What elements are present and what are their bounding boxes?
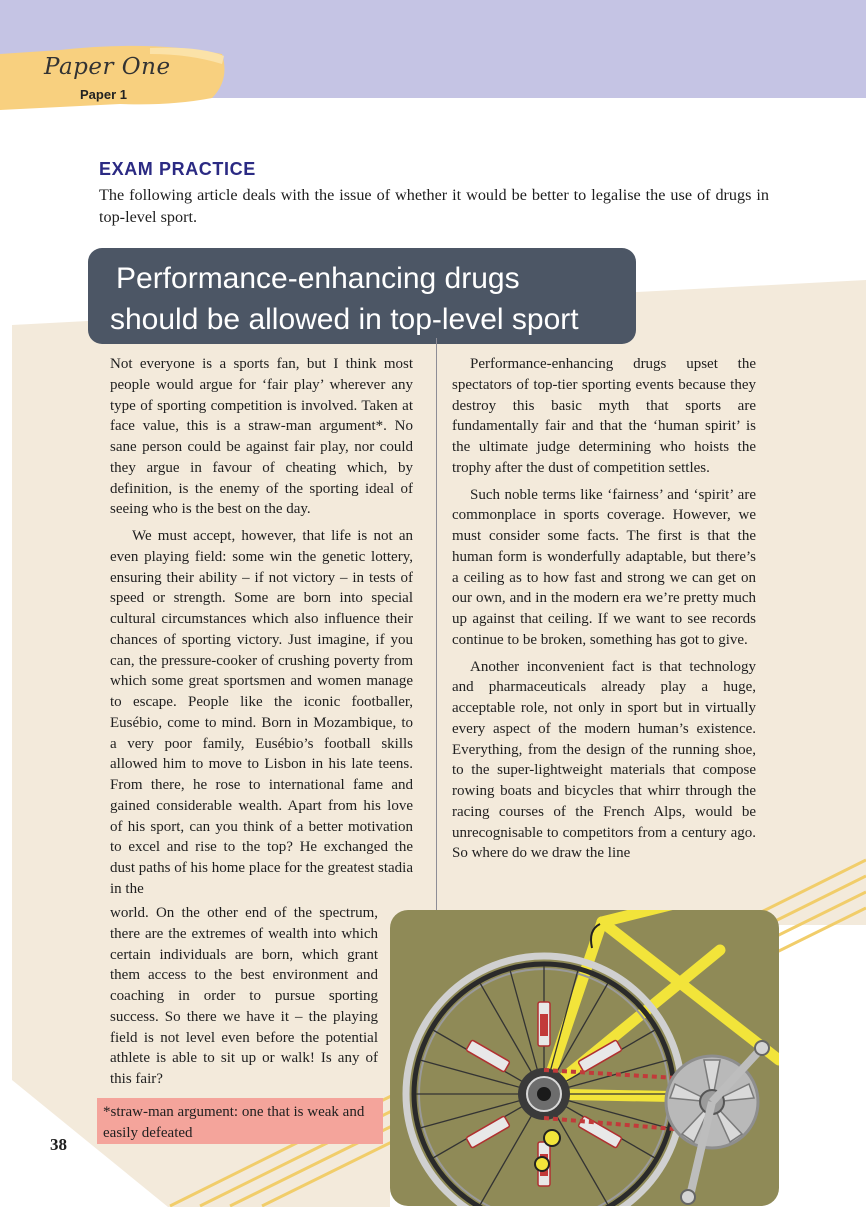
page-number: 38: [50, 1135, 67, 1154]
right-paragraph-1: Performance-enhancing drugs upset the spectators of top-tier sporting events because they destroy this basic myth that sports are fundamentally fair and that the ‘human spirit’ is the ultimate judge determining who hoists the trophy after the dust of competition settles.: [452, 356, 756, 476]
left-paragraph-2: We must accept, however, that life is not an even playing field: some win the genetic lottery, ensuring their ability – if not victory – in tests of speed or strength. Some are born into special cultural circumstances which also influence their chances of sporting victory. Just imagine, if you can, the pressure-cooker of crushing poverty from which some great sportsmen and women manage to escape. People like the iconic footballer, Eusébio, come to mind. Born in Mozambique, to a very poor family, Eusébio’s football skills allowed him to move to Lisbon in his late teens. From there, he rose to international fame and gained considerable wealth. Apart from his love of his sport, can you think of a better motivation to excel and rise to the top? He exchanged the dust paths of his home place for the greatest stadia in the: [110, 528, 413, 897]
article-title-box: [88, 248, 636, 344]
bicycle-syringe-illustration: [390, 910, 779, 1206]
paper-label: Paper 1: [80, 87, 127, 102]
right-paragraph-3: Another inconvenient fact is that technology and pharmaceuticals already play a huge, acceptable role, not only in sport but in virtually every aspect of the modern human’s existence. Everything, from the design of the running shoe, to the super-lightweight materials that compose rowing boats and bicycles that whirr through the racing courses of the French Alps, would be unrecognisable to competitors from a century ago. So where do we draw the line: [452, 658, 756, 862]
right-paragraph-2: Such noble terms like ‘fairness’ and ‘spirit’ are commonplace in sports coverage. However, we must consider some facts. The first is that the human form is wonderfully adaptable, but there’s a ceiling as to how fast and strong we can get on our own, and in the modern era we’re pretty much up against that ceiling. If we want to see records continue to be broken, something has got to give.: [452, 486, 756, 648]
article-right-column: [452, 354, 756, 870]
left-paragraph-1: Not everyone is a sports fan, but I think most people would argue for ‘fair play’ wherever any type of sporting competition is involved. Taken at face value, this is a straw-man argument*. No sane person could be against fair play, nor could they argue in favour of cheating which, by definition, is the enemy of the sporting ideal of seeing who is the best on the day.: [110, 356, 413, 518]
left-paragraph-2-continued: world. On the other end of the spectrum, there are the extremes of wealth into which certain individuals are born, which grant them access to the best environment and coaching in order to pursue sporting success. So there we have it – the playing field is not level even before the potential athlete is able to sit up or walk! Is any of this fair?: [110, 905, 378, 1087]
footnote-box: [97, 1098, 383, 1144]
intro-text: The following article deals with the issue of whether it would be better to legalise the use of drugs in top-level sport.: [99, 186, 769, 226]
footnote-text: *straw-man argument: one that is weak and easily defeated: [103, 1104, 365, 1141]
column-divider: [436, 338, 437, 910]
article-left-column: [110, 354, 413, 906]
article-left-column-continued: [110, 903, 378, 1096]
article-title-line-1: Performance-enhancing drugs: [116, 262, 520, 295]
article-title-line-2: should be allowed in top-level sport: [110, 303, 579, 336]
paper-script-title: Paper One: [44, 54, 171, 80]
exam-practice-heading: EXAM PRACTICE: [99, 159, 256, 179]
